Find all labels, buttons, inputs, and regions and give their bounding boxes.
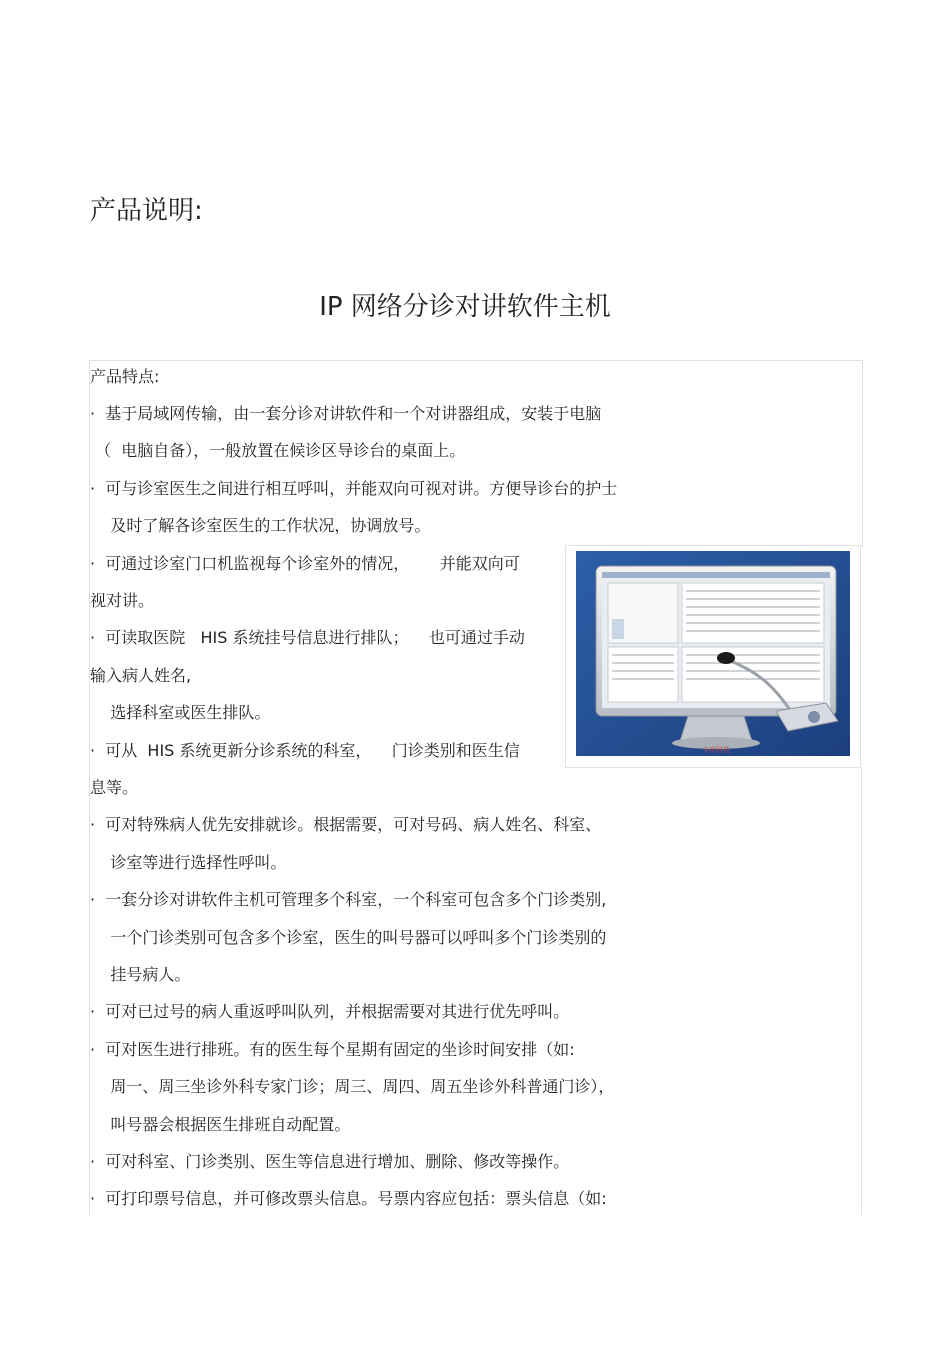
feature-line: 一个门诊类别可包含多个诊室，医生的叫号器可以呼叫多个门诊类别的 [90, 928, 607, 947]
image-caption: 卡帝科技 [702, 746, 730, 754]
feature-line: 选择科室或医生排队。 [90, 703, 271, 722]
feature-line: · 可通过诊室门口机监视每个诊室外的情况， 并能双向可 [90, 554, 520, 573]
feature-line: 叫号器会根据医生排班自动配置。 [90, 1115, 351, 1134]
feature-line: · 可与诊室医生之间进行相互呼叫，并能双向可视对讲。方便导诊台的护士 [90, 479, 618, 498]
monitor-illustration [576, 551, 850, 761]
feature-line: · 可对特殊病人优先安排就诊。根据需要，可对号码、病人姓名、科室、 [90, 815, 602, 834]
feature-line: · 可打印票号信息，并可修改票头信息。号票内容应包括：票头信息（如: [90, 1189, 607, 1208]
feature-line: · 可读取医院 HIS 系统挂号信息进行排队； 也可通过手动 [90, 628, 525, 647]
feature-line: 及时了解各诊室医生的工作状况，协调放号。 [90, 516, 431, 535]
feature-line: 输入病人姓名, [90, 666, 192, 685]
product-image [565, 545, 861, 768]
feature-line: 挂号病人。 [90, 965, 191, 984]
feature-line: 周一、周三坐诊外科专家门诊；周三、周四、周五坐诊外科普通门诊）， [90, 1077, 615, 1096]
feature-line: （ 电脑自备），一般放置在候诊区导诊台的桌面上。 [90, 441, 466, 460]
features-header: 产品特点: [90, 367, 160, 386]
feature-line: · 可从 HIS 系统更新分诊系统的科室， 门诊类别和医生信 [90, 741, 520, 760]
feature-line: · 一套分诊对讲软件主机可管理多个科室，一个科室可包含多个门诊类别, [90, 890, 607, 909]
product-title: IP 网络分诊对讲软件主机 [319, 292, 611, 322]
content-frame-right [861, 768, 862, 1215]
feature-line: · 基于局域网传输，由一套分诊对讲软件和一个对讲器组成，安装于电脑 [90, 404, 602, 423]
feature-line: 息等。 [90, 778, 139, 797]
feature-line: · 可对医生进行排班。有的医生每个星期有固定的坐诊时间安排（如: [90, 1040, 575, 1059]
feature-line: · 可对已过号的病人重返呼叫队列，并根据需要对其进行优先呼叫。 [90, 1002, 570, 1021]
feature-line: 视对讲。 [90, 591, 155, 610]
feature-line: 诊室等进行选择性呼叫。 [90, 853, 287, 872]
section-heading: 产品说明: [90, 196, 203, 226]
feature-line: · 可对科室、门诊类别、医生等信息进行增加、删除、修改等操作。 [90, 1152, 570, 1171]
